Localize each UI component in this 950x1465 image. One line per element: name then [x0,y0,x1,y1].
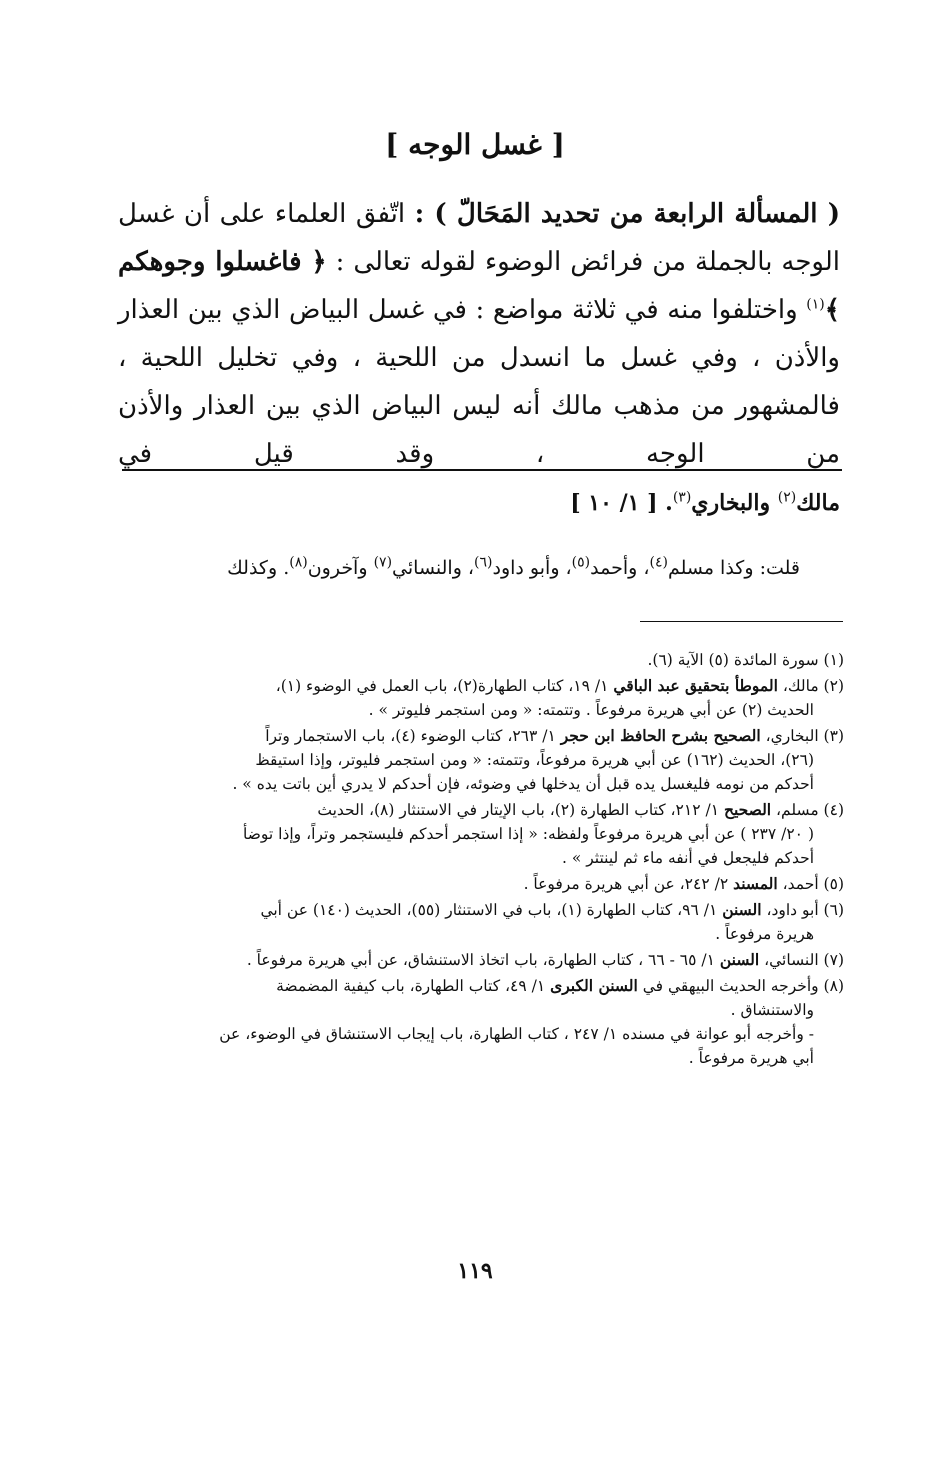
fn5-author: (٥) أحمد، [777,875,844,893]
editor-note [118,550,840,586]
footnote-ref-6[interactable]: (٦) [474,554,493,571]
fn8-extra-2: أبي هريرة مرفوعاً . [688,1049,814,1067]
text-divider [122,469,842,471]
footnote-ref-2[interactable]: (٢) [777,489,797,506]
note-text-3: ، وأبو داود [492,557,572,579]
footnote-ref-4[interactable]: (٤) [649,554,668,571]
footnote-4 [118,798,844,870]
fn7-book: السنن [719,950,760,969]
footnote-1 [118,648,844,672]
fn7-author: (٧) النسائي، [759,951,844,969]
footnote-8 [118,974,844,1070]
footnote-ref-1[interactable]: (١) [806,296,825,313]
fn3-cont-1: (٢٦)، الحديث (١٦٢) عن أبي هريرة مرفوعاً، وتتمته: « ومن استجمر فليوتر، وإذا استيقظ [255,751,814,769]
fn6-book: السنن [722,900,762,919]
footnote-ref-3[interactable]: (٣) [672,489,692,506]
footnotes [118,648,844,1072]
fn8-book: السنن الكبرى [550,976,638,995]
fn8-ref: ١/ ٤٩، كتاب الطهارة، باب كيفية المضمضة [276,977,551,995]
fn8-cont: والاستنشاق . [730,1001,814,1019]
fn7-ref: ١/ ٦٥ - ٦٦ ، كتاب الطهارة، باب اتخاذ الاستنشاق، عن أبي هريرة مرفوعاً . [246,951,720,969]
note-text-5: وآخرون [307,557,374,579]
footnote-3 [118,724,844,796]
fn6-cont: هريرة مرفوعاً . [715,925,814,943]
fn8-author: (٨) وأخرجه الحديث البيهقي في [637,977,844,995]
fn4-cont-1: ( ٢٠/ ٢٣٧ ) عن أبي هريرة مرفوعاً ولفظه: « إذا استجمر أحدكم فليستجمر وتراً، وإذا توضأ [243,825,814,843]
cont-text-a: مالك [796,490,840,516]
footnote-ref-8[interactable]: (٨) [289,554,308,571]
footnote-divider [640,621,843,622]
fn6-author: (٦) أبو داود، [761,901,844,919]
note-text-1: قلت: وكذا مسلم [667,557,800,579]
fn4-cont-2: أحدكم فليجعل في أنفه ماء ثم لينتثر » . [561,849,814,867]
main-paragraph [118,190,840,478]
fn1-text: (١) سورة المائدة (٥) الآية (٦). [647,651,844,669]
footnote-2 [118,674,844,722]
fn3-ref: ١/ ٢٦٣، كتاب الوضوء (٤)، باب الاستجمار وتراً [265,727,561,745]
issue-title: ( المسألة الرابعة من تحديد المَحَالّ ) : [414,199,841,229]
note-text-4: ، والنسائي [392,557,475,579]
fn2-author: (٢) مالك، [777,677,844,695]
fn2-ref: ١/ ١٩، كتاب الطهارة(٢)، باب العمل في الوضوء (١)، [275,677,614,695]
fn4-ref: ١/ ٢١٢، كتاب الطهارة (٢)، باب الإيتار في الاستنثار (٨)، الحديث [317,801,724,819]
cont-text-b: والبخاري [691,490,778,516]
fn5-book: المسند [733,874,778,893]
footnote-7 [118,948,844,972]
quran-verse: ﴿ فاغسلوا وجوهكم ﴾ [118,247,840,325]
fn2-cont: الحديث (٢) عن أبي هريرة مرفوعاً . وتتمته: « ومن استجمر فليوتر » . [368,701,814,719]
cont-text-c: . [ ١/ ١٠ ] [570,490,673,516]
fn5-ref: ٢/ ٢٤٢، عن أبي هريرة مرفوعاً . [523,875,734,893]
footnote-ref-7[interactable]: (٧) [373,554,393,571]
fn4-author: (٤) مسلم، [771,801,844,819]
section-heading: [ غسل الوجه ] [385,128,565,161]
main-text-2: واختلفوا منه في ثلاثة مواضع : في غسل البياض الذي بين العذار والأذن ، وفي غسل ما انسدل من اللحية ، وفي تخليل اللحية ، فالمشهور من مذهب مالك أنه ليس البياض الذي بين العذار والأذن من الوجه ، وقد قيل في [118,295,840,469]
continuation-line [118,485,840,522]
fn4-book: الصحيح [723,800,772,819]
fn6-ref: ١/ ٩٦، كتاب الطهارة (١)، باب في الاستنثار (٥٥)، الحديث (١٤٠) عن أبي [260,901,723,919]
main-text-1: اتّفق العلماء على أن غسل الوجه بالجملة من فرائض الوضوء لقوله تعالى : [118,199,841,277]
note-text-2: ، وأحمد [590,557,650,579]
footnote-6 [118,898,844,946]
fn3-book: الصحيح بشرح الحافظ ابن حجر [560,726,761,745]
fn3-author: (٣) البخاري، [760,727,844,745]
fn3-cont-2: أحدكم من نومه فليغسل يده قبل أن يدخلها في وضوئه، فإن أحدكم لا يدري أين باتت يده » . [232,775,814,793]
note-text-6: . وكذلك [227,557,290,579]
footnote-5 [118,872,844,896]
fn2-book: الموطأ بتحقيق عبد الباقي [613,676,778,695]
fn8-extra-1: - وأخرجه أبو عوانة في مسنده ١/ ٢٤٧ ، كتاب الطهارة، باب إيجاب الاستنشاق في الوضوء، عن [219,1025,814,1043]
footnote-ref-5[interactable]: (٥) [571,554,591,571]
page-number: ١١٩ [457,1258,493,1284]
